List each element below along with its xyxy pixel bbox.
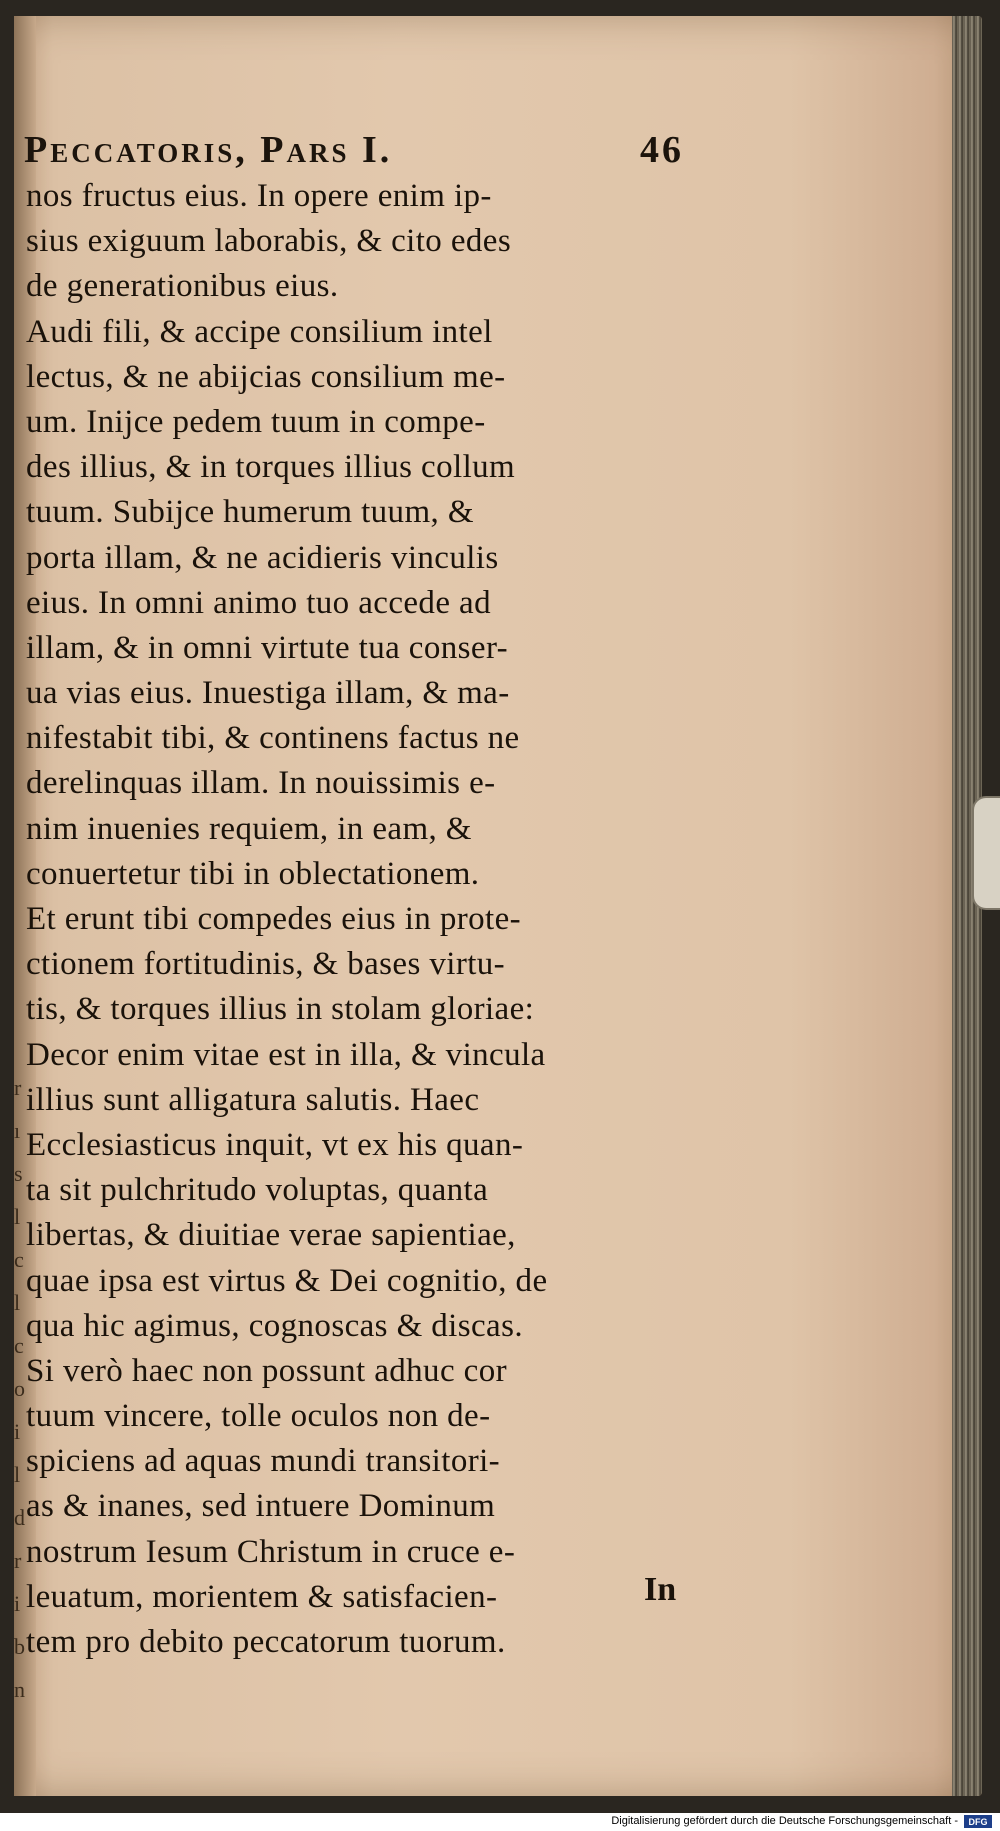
margin-fragment: l	[14, 1462, 21, 1487]
text-line: as & inanes, sed intuere Dominum	[26, 1488, 496, 1525]
text-line: tuum vincere, tolle oculos non de-	[26, 1398, 491, 1435]
running-title: Peccatoris, Pars I.	[24, 129, 393, 171]
text-line: tuum. Subijce humerum tuum, &	[26, 494, 474, 531]
text-line: Decor enim vitae est in illa, & vincula	[26, 1036, 546, 1073]
margin-fragment: r	[14, 1548, 22, 1573]
text-line: libertas, & diuitiae verae sapientiae,	[26, 1217, 516, 1254]
margin-fragment: ı	[14, 1118, 21, 1143]
margin-fragment: c	[14, 1247, 24, 1272]
margin-fragment: l	[14, 1204, 21, 1229]
text-line: quae ipsa est virtus & Dei cognitio, de	[26, 1262, 548, 1299]
footer-credit: Digitalisierung gefördert durch die Deutsche Forschungsgemeinschaft -	[611, 1815, 958, 1827]
catchword: In	[644, 1571, 677, 1608]
text-line: Si verò haec non possunt adhuc cor	[26, 1352, 507, 1389]
text-line: ctionem fortitudinis, & bases virtu-	[26, 946, 506, 983]
text-line: ta sit pulchritudo voluptas, quanta	[26, 1172, 489, 1209]
text-line: sius exiguum laborabis, & cito edes	[26, 223, 512, 260]
bookmark-tab	[972, 796, 1000, 910]
text-line: tis, & torques illius in stolam gloriae:	[26, 991, 535, 1028]
text-line: des illius, & in torques illius collum	[26, 449, 516, 486]
body-text	[26, 174, 716, 1665]
margin-fragment: d	[14, 1505, 25, 1530]
text-line: nifestabit tibi, & continens factus ne	[26, 720, 520, 757]
text-line: Et erunt tibi compedes eius in prote-	[26, 901, 522, 937]
page-number: 46	[640, 129, 684, 171]
margin-fragment: c	[14, 1333, 24, 1358]
margin-fragment: b	[14, 1634, 25, 1659]
text-line: eius. In omni animo tuo accede ad	[26, 584, 491, 621]
text-line: leuatum, morientem & satisfacien-	[26, 1578, 498, 1615]
text-line: um. Inijce pedem tuum in compe-	[26, 403, 486, 440]
text-line: tem pro debito peccatorum tuorum.	[26, 1624, 506, 1660]
margin-fragment: i	[14, 1419, 21, 1444]
running-header	[24, 128, 684, 174]
text-line: nos fructus eius. In opere enim ip-	[26, 178, 492, 214]
margin-fragment: i	[14, 1591, 21, 1616]
text-line: ua vias eius. Inuestiga illam, & ma-	[26, 675, 510, 712]
margin-fragments	[14, 1066, 30, 1711]
text-line: spiciens ad aquas mundi transitori-	[26, 1443, 501, 1480]
margin-fragment: l	[14, 1290, 21, 1315]
dfg-logo: DFG	[964, 1815, 992, 1828]
text-line: derelinquas illam. In nouissimis e-	[26, 765, 496, 802]
text-line: porta illam, & ne acidieris vinculis	[26, 539, 499, 576]
text-line: qua hic agimus, cognoscas & discas.	[26, 1307, 523, 1344]
text-line: illam, & in omni virtute tua conser-	[26, 629, 509, 666]
text-line: Ecclesiasticus inquit, vt ex his quan-	[26, 1126, 524, 1163]
text-line: conuertetur tibi in oblectationem.	[26, 855, 480, 892]
margin-fragment: r	[14, 1075, 22, 1100]
margin-fragment: n	[14, 1677, 25, 1702]
margin-fragment: s	[14, 1161, 23, 1186]
margin-fragment: o	[14, 1376, 25, 1401]
text-line: illius sunt alligatura salutis. Haec	[26, 1081, 480, 1118]
text-line: de generationibus eius.	[26, 268, 339, 305]
text-line: Audi fili, & accipe consilium intel	[26, 313, 493, 350]
text-line: nim inuenies requiem, in eam, &	[26, 810, 472, 847]
book-page	[14, 16, 982, 1796]
text-line: lectus, & ne abijcias consilium me-	[26, 358, 506, 395]
text-line: nostrum Iesum Christum in cruce e-	[26, 1533, 516, 1570]
